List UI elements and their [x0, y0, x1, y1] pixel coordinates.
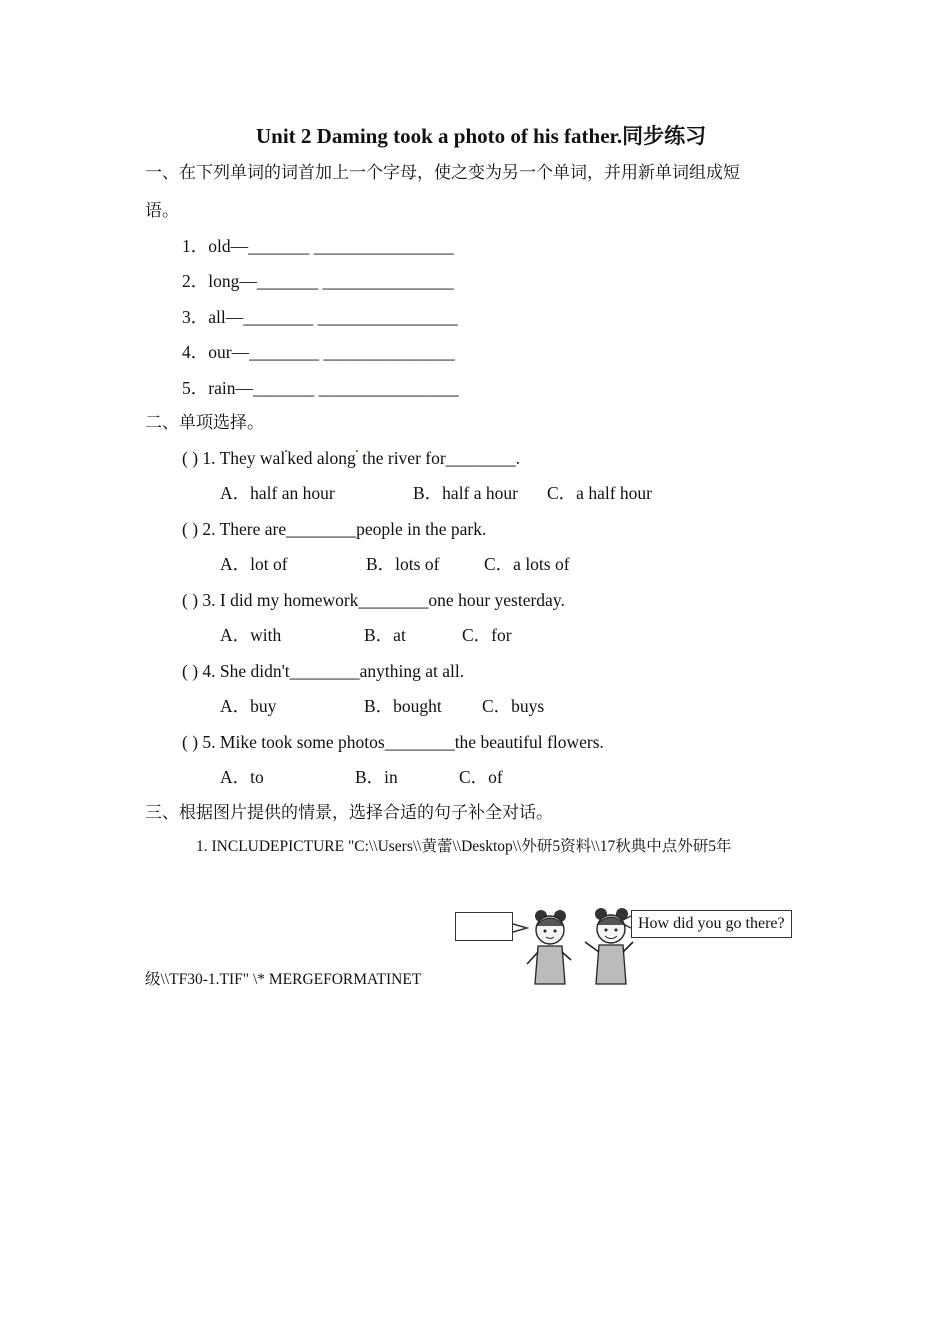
- option-b: B．at: [364, 625, 406, 645]
- section3-heading: 三、根据图片提供的情景，选择合适的句子补全对话。: [145, 803, 553, 823]
- option-a: A．with: [220, 625, 282, 645]
- option-c: C．for: [462, 625, 512, 645]
- question-stem: [182, 448, 520, 469]
- option-a: A．half an hour: [220, 483, 335, 503]
- option-a: A．lot of: [220, 554, 288, 574]
- question-stem: ( ) 3. I did my homework________one hour yesterday.: [182, 590, 565, 610]
- exercise-item: 1．old—_______ ________________: [182, 236, 454, 256]
- option-c: C．of: [459, 767, 503, 787]
- option-c: C．a lots of: [484, 554, 570, 574]
- field-code-line: 级\\TF30-1.TIF" \* MERGEFORMATINET: [145, 971, 422, 988]
- section2-heading: 二、单项选择。: [145, 413, 264, 433]
- question-stem-part: the river for________.: [357, 448, 521, 468]
- option-b: B．bought: [364, 696, 442, 716]
- option-b: B．lots of: [366, 554, 440, 574]
- option-b: B．in: [355, 767, 398, 787]
- section1-heading-cont: 语。: [145, 201, 179, 221]
- exercise-item: 2．long—_______ _______________: [182, 271, 454, 291]
- option-b: B．half a hour: [413, 483, 518, 503]
- question-stem: ( ) 2. There are________people in the park.: [182, 519, 487, 539]
- option-a: A．to: [220, 767, 264, 787]
- option-c: C．buys: [482, 696, 545, 716]
- exercise-item: 4．our—________ _______________: [182, 342, 455, 362]
- section1-heading: 一、在下列单词的词首加上一个字母，使之变为另一个单词，并用新单词组成短: [145, 163, 740, 183]
- question-stem: ( ) 5. Mike took some photos________the beautiful flowers.: [182, 732, 604, 752]
- question-stem-part: ked along: [287, 448, 356, 468]
- question-stem-part: ( ) 1. They wal: [182, 448, 286, 468]
- exercise-item: 5．rain—_______ ________________: [182, 378, 459, 398]
- question-stem: ( ) 4. She didn't________anything at all.: [182, 661, 465, 681]
- exercise-item: 3．all—________ ________________: [182, 307, 458, 327]
- option-a: A．buy: [220, 696, 277, 716]
- question-speech-bubble: How did you go there?: [631, 910, 792, 938]
- page-title: Unit 2 Daming took a photo of his father.同步练习: [256, 124, 707, 148]
- option-c: C．a half hour: [547, 483, 652, 503]
- field-code-line: 1. INCLUDEPICTURE "C:\\Users\\黄蕾\\Desktop\\外研5资料\\17秋典中点外研5年: [196, 838, 732, 855]
